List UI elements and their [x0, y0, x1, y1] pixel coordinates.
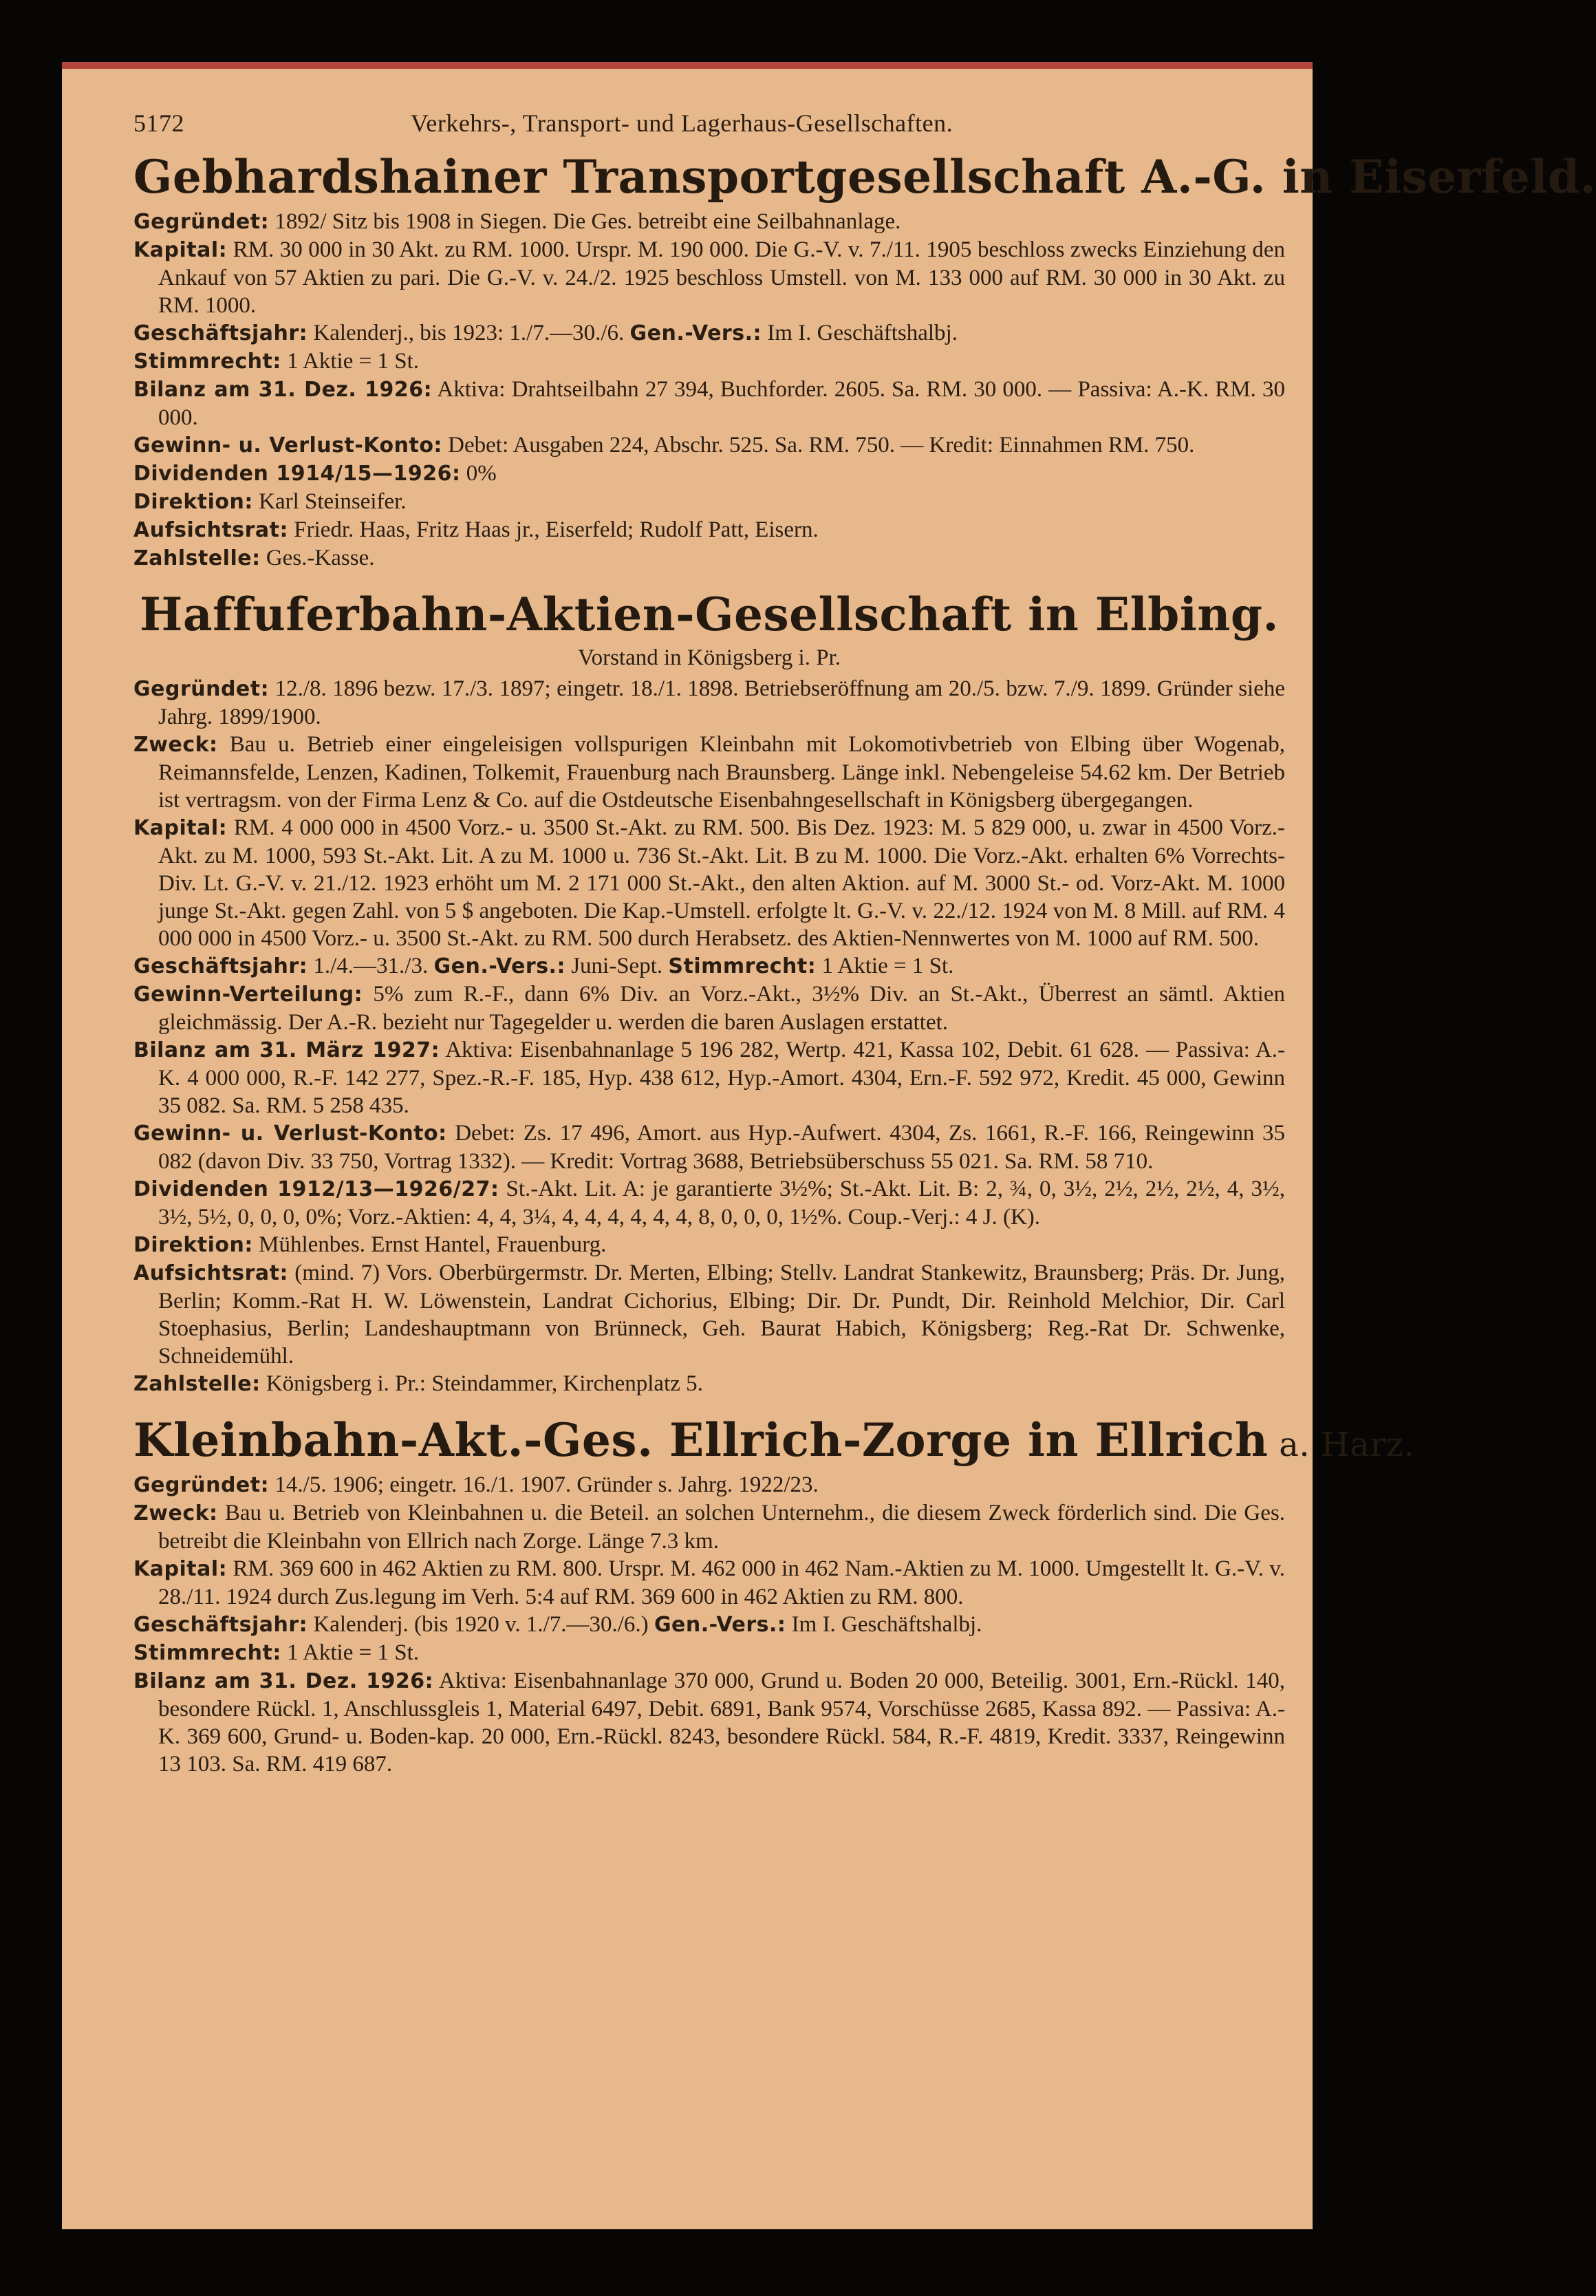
company-section: [133, 1413, 1415, 1778]
page-edge: [62, 62, 1313, 69]
company-title: Haffuferbahn-Aktien-Gesellschaft in Elbing.: [139, 588, 1280, 641]
entry-supervisory-board: Aufsichtsrat: Friedr. Haas, Fritz Haas jr., Eiserfeld; Rudolf Patt, Eisern.: [133, 517, 819, 542]
company-title: Gebhardshainer Transportgesellschaft A.-G. in Eiserfeld.: [133, 150, 1596, 204]
entry-founded: Gegründet: 1892/ Sitz bis 1908 in Siegen. Die Ges. betreibt eine Seilbahnanlage.: [133, 209, 901, 234]
company-section: [133, 588, 1285, 1398]
entry-balance: Bilanz am 31. Dez. 1926: Aktiva: Eisenbahnanlage 370 000, Grund u. Boden 20 000, Beteilig. 3001, Ern.-Rückl. 140, besondere Rückl. 1, Anschlussgleis 1, Material 6497, Debit. 6891, Bank 9574, Vorschüsse 2685, Kassa 892. — Passiva: A.-K. 369 600, Grund- u. Boden-kap. 20 000, Ern.-Rückl. 8243, besondere Rückl. 584, R.-F. 4819, Kredit. 3337, Reingewinn 13 103. Sa. RM. 419 687.: [133, 1669, 1286, 1777]
entry-management: Direktion: Karl Steinseifer.: [133, 489, 407, 514]
entry-founded: Gegründet: 12./8. 1896 bezw. 17./3. 1897; eingetr. 18./1. 1898. Betriebseröffnung am 20./5. bzw. 7./9. 1899. Gründer siehe Jahrg. 1899/1900.: [133, 676, 1285, 729]
entry-voting-right: Stimmrecht: 1 Aktie = 1 St.: [133, 349, 420, 374]
entry-fiscal-year: Geschäftsjahr: Kalenderj. (bis 1920 v. 1./7.—30./6.) Gen.-Vers.: Im I. Geschäftshalbj.: [133, 1612, 982, 1637]
entry-dividends: Dividenden 1914/15—1926: 0%: [133, 461, 497, 486]
entry-management: Direktion: Mühlenbes. Ernst Hantel, Frauenburg.: [133, 1232, 607, 1257]
entry-purpose: Zweck: Bau u. Betrieb von Kleinbahnen u. die Beteil. an solchen Unternehm., die diesem Zweck förderlich sind. Die Ges. betreibt die Kleinbahn von Ellrich nach Zorge. Länge 7.3 km.: [133, 1501, 1285, 1554]
entry-capital: Kapital: RM. 369 600 in 462 Aktien zu RM. 800. Urspr. M. 462 000 in 462 Nam.-Aktien zu M. 1000. Umgestellt lt. G.-V. v. 28./11. 1924 durch Zus.legung im Verh. 5:4 auf RM. 369 600 in 462 Aktien zu RM. 800.: [133, 1556, 1285, 1609]
entry-paying-agent: Zahlstelle: Ges.-Kasse.: [133, 546, 375, 570]
entry-founded: Gegründet: 14./5. 1906; eingetr. 16./1. 1907. Gründer s. Jahrg. 1922/23.: [133, 1472, 819, 1497]
page-number: 5172: [133, 109, 184, 137]
entry-voting-right: Stimmrecht: 1 Aktie = 1 St.: [133, 1640, 420, 1665]
entry-profit-distribution: Gewinn-Verteilung: 5% zum R.-F., dann 6% Div. an Vorz.-Akt., 3½% Div. an St.-Akt., Überrest an sämtl. Aktien gleichmässig. Der A.-R. bezieht nur Tagegelder u. werden die baren Auslagen erstattet.: [133, 982, 1285, 1035]
entry-balance: Bilanz am 31. Dez. 1926: Aktiva: Drahtseilbahn 27 394, Buchforder. 2605. Sa. RM. 30 000. — Passiva: A.-K. RM. 30 000.: [133, 377, 1285, 430]
company-section: [133, 150, 1596, 572]
entry-profit-loss: Gewinn- u. Verlust-Konto: Debet: Ausgaben 224, Abschr. 525. Sa. RM. 750. — Kredit: Einnahmen RM. 750.: [133, 433, 1195, 458]
entry-fiscal-year: Geschäftsjahr: Kalenderj., bis 1923: 1./7.—30./6. Gen.-Vers.: Im I. Geschäftshalbj.: [133, 321, 958, 345]
entry-capital: Kapital: RM. 30 000 in 30 Akt. zu RM. 1000. Urspr. M. 190 000. Die G.-V. v. 7./11. 1905 beschloss zwecks Einziehung den Ankauf von 57 Aktien zu pari. Die G.-V. v. 24./2. 1925 beschloss Umstell. von M. 133 000 auf RM. 30 000 in 30 Akt. zu RM. 1000.: [133, 237, 1285, 318]
company-subtitle: Vorstand in Königsberg i. Pr.: [578, 645, 841, 670]
entry-paying-agent: Zahlstelle: Königsberg i. Pr.: Steindammer, Kirchenplatz 5.: [133, 1371, 703, 1396]
entry-supervisory-board: Aufsichtsrat: (mind. 7) Vors. Oberbürgermstr. Dr. Merten, Elbing; Stellv. Landrat Stankewitz, Braunsberg; Präs. Dr. Jung, Berlin; Komm.-Rat H. W. Löwenstein, Landrat Cichorius, Elbing; Dir. Dr. Pundt, Dir. Reinhold Melchior, Dir. Carl Stoephasius, Berlin; Landeshauptmann von Brünneck, Geh. Baurat Habich, Königsberg; Reg.-Rat Dr. Schwenke, Schneidemühl.: [133, 1260, 1285, 1369]
running-head: [133, 109, 1285, 138]
document-page: [62, 62, 1596, 2229]
entry-balance: Bilanz am 31. März 1927: Aktiva: Eisenbahnanlage 5 196 282, Wertp. 421, Kassa 102, Debit. 61 628. — Passiva: A.-K. 4 000 000, R.-F. 142 277, Spez.-R.-F. 185, Hyp. 438 612, Hyp.-Amort. 4304, Ern.-F. 592 972, Kredit. 45 000, Gewinn 35 082. Sa. RM. 5 258 435.: [133, 1038, 1285, 1118]
entry-dividends: Dividenden 1912/13—1926/27: St.-Akt. Lit. A: je garantierte 3½%; St.-Akt. Lit. B: 2, ¾, 0, 3½, 2½, 2½, 2½, 4, 3½, 3½, 5½, 0, 0, 0, 0%; Vorz.-Aktien: 4, 4, 3¼, 4, 4, 4, 4, 4, 4, 8, 0, 0, 0, 1½%. Coup.-Verj.: 4 J. (K).: [133, 1177, 1285, 1230]
entry-fiscal-year: Geschäftsjahr: 1./4.—31./3. Gen.-Vers.: Juni-Sept. Stimmrecht: 1 Aktie = 1 St.: [133, 954, 954, 978]
company-title: Kleinbahn-Akt.-Ges. Ellrich-Zorge in Ellrich a. Harz.: [133, 1413, 1415, 1467]
entry-purpose: Zweck: Bau u. Betrieb einer eingeleisigen vollspurigen Kleinbahn mit Lokomotivbetrieb von Elbing über Wogenab, Reimannsfelde, Lenzen, Kadinen, Tolkemit, Frauenburg nach Braunsberg. Länge inkl. Nebengeleise 54.62 km. Der Betrieb ist vertragsm. von der Firma Lenz & Co. auf die Ostdeutsche Eisenbahngesellschaft in Königsberg übergegangen.: [133, 732, 1285, 813]
entry-profit-loss: Gewinn- u. Verlust-Konto: Debet: Zs. 17 496, Amort. aus Hyp.-Aufwert. 4304, Zs. 1661, R.-F. 166, Reingewinn 35 082 (davon Div. 33 750, Vortrag 1332). — Kredit: Vortrag 3688, Betriebsüberschuss 55 021. Sa. RM. 58 710.: [133, 1121, 1286, 1174]
entry-capital: Kapital: RM. 4 000 000 in 4500 Vorz.- u. 3500 St.-Akt. zu RM. 500. Bis Dez. 1923: M. 5 829 000, u. zwar in 4500 Vorz.-Akt. zu M. 1000, 593 St.-Akt. Lit. A zu M. 1000 u. 736 St.-Akt. Lit. B zu M. 1000. Die Vorz.-Akt. erhalten 6% Vorrechts-Div. Lt. G.-V. v. 21./12. 1923 erhöht um M. 2 171 000 St.-Akt., den alten Aktion. auf M. 3000 St.- od. Vorz-Akt. M. 1000 junge St.-Akt. gegen Zahl. von 5 $ angeboten. Die Kap.-Umstell. erfolgte lt. G.-V. v. 22./12. 1924 von M. 8 Mill. auf RM. 4 000 000 in 4500 Vorz.- u. 3500 St.-Akt. zu RM. 500 durch Herabsetz. des Aktien-Nennwertes von M. 1000 auf RM. 500.: [133, 815, 1285, 951]
running-title: Verkehrs-, Transport- und Lagerhaus-Gesellschaften.: [410, 109, 953, 137]
